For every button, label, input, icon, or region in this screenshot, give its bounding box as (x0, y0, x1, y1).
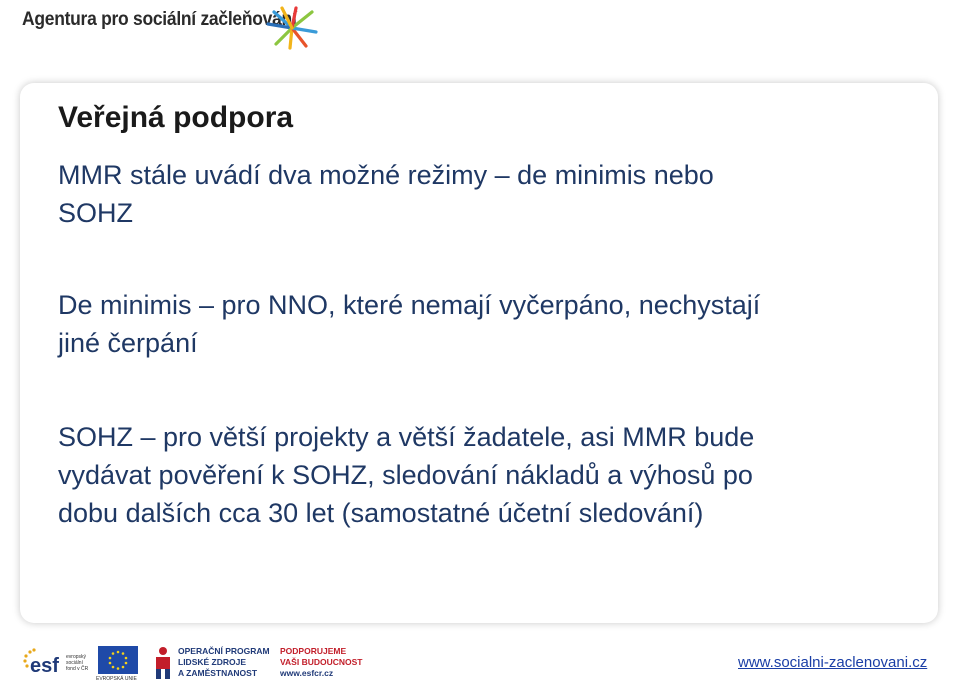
paragraph-line: SOHZ – pro větší projekty a větší žadatele, asi MMR bude (58, 422, 755, 452)
eu-flag-icon (98, 646, 138, 676)
op-program-text: OPERAČNÍ PROGRAM LIDSKÉ ZDROJE A ZAMĚSTNANOST (178, 646, 270, 678)
svg-text:esf: esf (30, 655, 59, 677)
support-slogan: PODPORUJEME VAŠI BUDOUCNOST www.esfcr.cz (280, 646, 363, 678)
paragraph-line: dobu dalších cca 30 let (samostatné účetní sledování) (58, 498, 704, 528)
paragraph-line: SOHZ (58, 198, 134, 228)
op-human-figure-icon (152, 646, 174, 680)
paragraph-line: De minimis – pro NNO, které nemají vyčerpáno, nechystají (58, 290, 761, 320)
esfcr-url[interactable]: www.esfcr.cz (280, 668, 334, 678)
eu-caption: EVROPSKÁ UNIE (96, 676, 137, 682)
paragraph-de-minimis (58, 286, 760, 362)
paragraph-sohz (58, 418, 754, 532)
agency-name: Agentura pro sociální začleňování (22, 9, 297, 30)
slide-title: Veřejná podpora (58, 101, 294, 134)
paragraph-regimes (58, 156, 714, 232)
header (0, 0, 960, 60)
paragraph-line: vydávat pověření k SOHZ, sledování nákladů a výhosů po (58, 460, 753, 490)
paragraph-line: MMR stále uvádí dva možné režimy – de minimis nebo (58, 160, 714, 190)
paragraph-line: jiné čerpání (58, 328, 198, 358)
esf-caption: evropský sociální fond v ČR (66, 654, 89, 672)
agency-starburst-logo (262, 4, 322, 52)
website-link[interactable]: www.socialni-zaclenovani.cz (738, 654, 928, 671)
